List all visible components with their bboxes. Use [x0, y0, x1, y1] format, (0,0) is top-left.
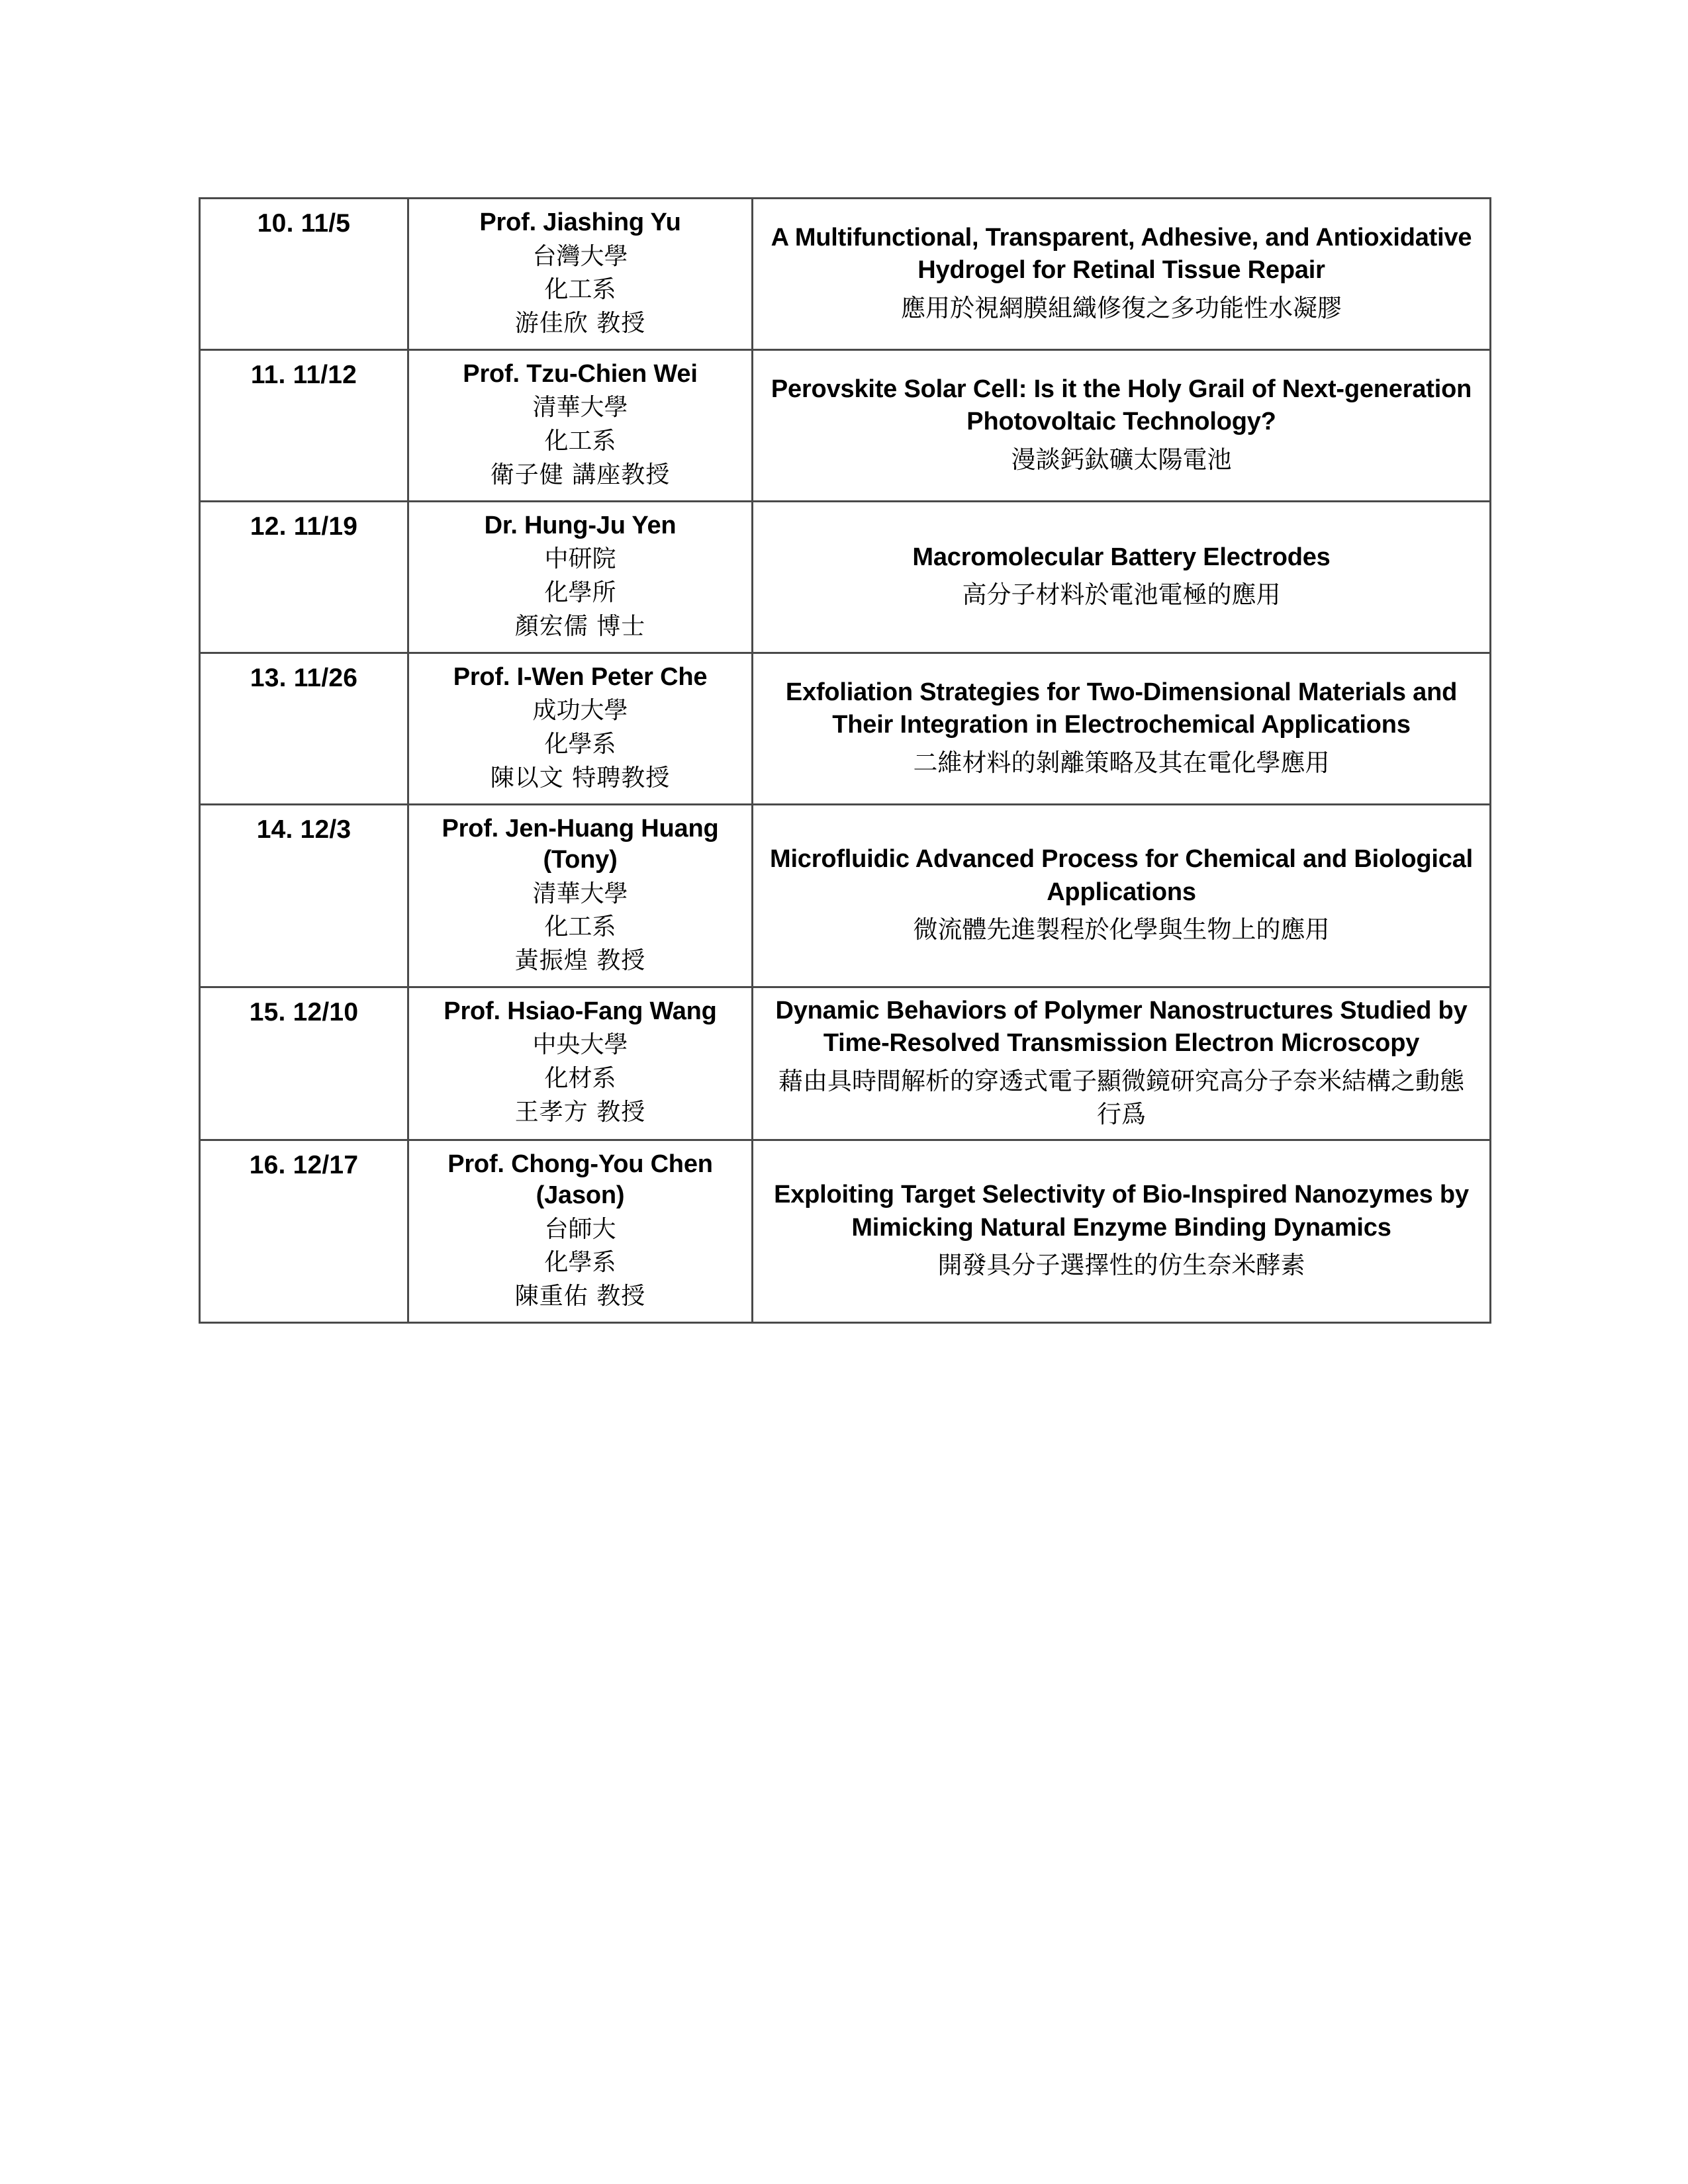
speaker-affiliation: 中央大學	[532, 1031, 628, 1059]
row-index-cell	[200, 987, 408, 1140]
speaker-name-cjk: 游佳欣 教授	[514, 310, 646, 338]
speaker-cell	[408, 653, 753, 804]
speaker-department: 化工系	[544, 276, 616, 304]
row-index-label: 12. 11/19	[250, 512, 358, 541]
speaker-name-cjk: 衛子健 講座教授	[490, 461, 671, 488]
talk-title-cell	[753, 1140, 1491, 1322]
speaker-cell	[408, 1140, 753, 1322]
speaker-name-cjk: 陳重佑 教授	[514, 1283, 646, 1310]
speaker-department: 化工系	[544, 913, 616, 941]
speaker-affiliation: 中研院	[544, 545, 616, 573]
row-index-label: 13. 11/26	[250, 663, 358, 692]
row-index-label: 14. 12/3	[256, 815, 352, 844]
table-row	[200, 1140, 1491, 1322]
speaker-name-cjk: 陳以文 特聘教授	[490, 764, 671, 792]
talk-title-cell	[753, 653, 1491, 804]
speaker-name-en: Prof. Jen-Huang Huang (Tony)	[442, 814, 719, 874]
row-index-label: 16. 12/17	[249, 1150, 359, 1179]
table-row	[200, 199, 1491, 350]
speaker-name-en: Prof. Tzu-Chien Wei	[463, 359, 698, 388]
row-index-cell	[200, 199, 408, 350]
row-index-cell	[200, 1140, 408, 1322]
talk-title-en: Microfluidic Advanced Process for Chemical and Biological Applications	[769, 845, 1473, 906]
table-row	[200, 653, 1491, 804]
speaker-name-en: Prof. Chong-You Chen (Jason)	[447, 1150, 713, 1210]
speaker-cell	[408, 349, 753, 501]
table-row	[200, 501, 1491, 653]
table-row	[200, 349, 1491, 501]
table-body	[200, 199, 1491, 1323]
speaker-name-en: Prof. Hsiao-Fang Wang	[444, 997, 717, 1025]
talk-title-cell	[753, 987, 1491, 1140]
talk-title-cjk: 藉由具時間解析的穿透式電子顯微鏡研究高分子奈米結構之動態行爲	[778, 1066, 1464, 1128]
speaker-name-cjk: 王孝方 教授	[514, 1099, 646, 1126]
row-index-cell	[200, 804, 408, 987]
row-index-cell	[200, 501, 408, 653]
speaker-name-cjk: 黃振煌 教授	[514, 947, 646, 975]
seminar-schedule-table	[199, 197, 1491, 1324]
talk-title-cjk: 開發具分子選擇性的仿生奈米酵素	[937, 1251, 1305, 1280]
talk-title-cjk: 應用於視網膜組織修復之多功能性水凝膠	[901, 293, 1342, 322]
talk-title-en: Exfoliation Strategies for Two-Dimensional Materials and Their Integration in Electrochemical Applications	[785, 678, 1458, 739]
speaker-department: 化學系	[544, 730, 616, 758]
speaker-name-en: Prof. Jiashing Yu	[479, 208, 681, 236]
talk-title-en: Macromolecular Battery Electrodes	[912, 543, 1331, 571]
speaker-cell	[408, 501, 753, 653]
speaker-affiliation: 清華大學	[532, 880, 628, 907]
speaker-department: 化材系	[544, 1065, 616, 1093]
talk-title-cjk: 二維材料的剝離策略及其在電化學應用	[913, 748, 1330, 777]
speaker-name-en: Dr. Hung-Ju Yen	[484, 511, 677, 539]
talk-title-cell	[753, 199, 1491, 350]
speaker-cell	[408, 987, 753, 1140]
speaker-name-cjk: 顏宏儒 博士	[514, 612, 646, 640]
table-row	[200, 987, 1491, 1140]
talk-title-cell	[753, 501, 1491, 653]
talk-title-cell	[753, 349, 1491, 501]
talk-title-cjk: 微流體先進製程於化學與生物上的應用	[913, 915, 1330, 944]
talk-title-en: A Multifunctional, Transparent, Adhesive, and Antioxidative Hydrogel for Retinal Tissue Repair	[771, 224, 1472, 285]
row-index-label: 11. 11/12	[250, 360, 357, 389]
speaker-department: 化學所	[544, 579, 616, 607]
speaker-department: 化工系	[544, 428, 616, 455]
talk-title-en: Exploiting Target Selectivity of Bio-Inspired Nanozymes by Mimicking Natural Enzyme Binding Dynamics	[774, 1181, 1469, 1242]
speaker-affiliation: 清華大學	[532, 394, 628, 422]
talk-title-en: Perovskite Solar Cell: Is it the Holy Grail of Next-generation Photovoltaic Technology?	[771, 375, 1472, 436]
speaker-name-en: Prof. I-Wen Peter Che	[453, 662, 708, 691]
row-index-cell	[200, 653, 408, 804]
speaker-cell	[408, 199, 753, 350]
speaker-affiliation: 台灣大學	[532, 242, 628, 270]
talk-title-cjk: 高分子材料於電池電極的應用	[962, 580, 1281, 609]
row-index-cell	[200, 349, 408, 501]
speaker-department: 化學系	[544, 1249, 616, 1277]
talk-title-en: Dynamic Behaviors of Polymer Nanostructures Studied by Time-Resolved Transmission Electron Microscopy	[775, 996, 1468, 1058]
talk-title-cell	[753, 804, 1491, 987]
talk-title-cjk: 漫談鈣鈦礦太陽電池	[1011, 445, 1232, 474]
row-index-label: 15. 12/10	[249, 997, 359, 1026]
speaker-affiliation: 成功大學	[532, 697, 628, 725]
speaker-affiliation: 台師大	[544, 1215, 616, 1243]
speaker-cell	[408, 804, 753, 987]
table-row	[200, 804, 1491, 987]
row-index-label: 10. 11/5	[257, 209, 351, 238]
